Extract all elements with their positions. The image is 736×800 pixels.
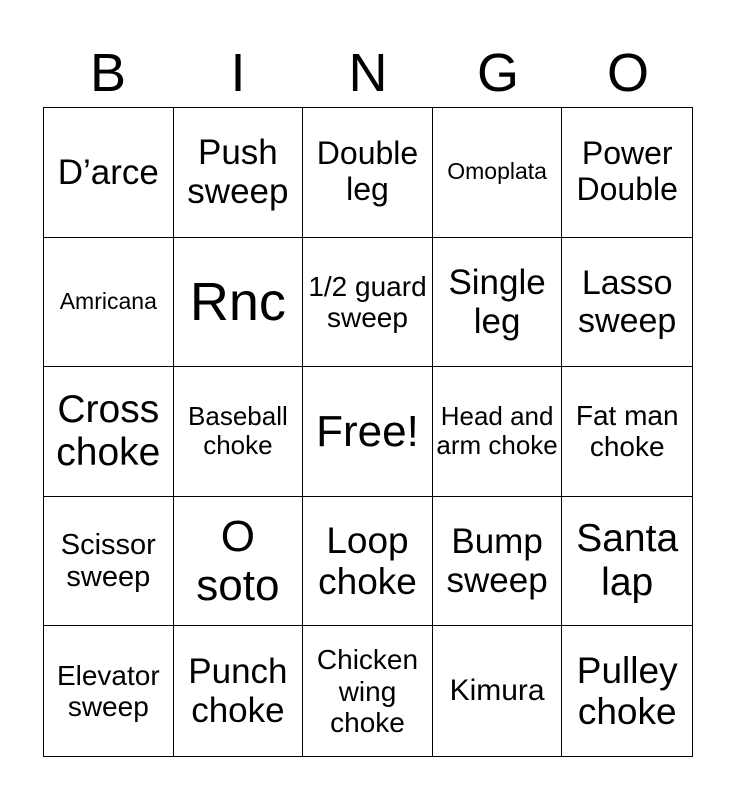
cell-text: Elevator sweep [56, 659, 160, 723]
bingo-cell[interactable] [433, 238, 563, 368]
cell-text: Amricana [59, 288, 157, 315]
cell-text: Chicken wing choke [316, 644, 419, 738]
bingo-board [43, 107, 693, 757]
cell-text: Scissor sweep [60, 528, 156, 594]
bingo-cell[interactable] [174, 108, 304, 238]
cell-text: Head and arm choke [436, 401, 558, 461]
bingo-cell[interactable] [174, 238, 304, 368]
cell-text: Single leg [448, 262, 546, 341]
bingo-cell[interactable] [433, 108, 563, 238]
cell-text: Omoplata [447, 158, 547, 185]
bingo-cell[interactable] [44, 108, 174, 238]
cell-text: Punch choke [188, 652, 288, 731]
cell-text: Lasso sweep [578, 263, 677, 340]
header-letter-g: G [476, 43, 519, 103]
bingo-cell[interactable] [44, 626, 174, 756]
cell-text: Cross choke [56, 387, 161, 475]
bingo-cell[interactable] [562, 497, 692, 627]
bingo-cell[interactable] [562, 367, 692, 497]
bingo-header [43, 42, 693, 104]
cell-text: Kimura [449, 674, 545, 708]
bingo-cell[interactable] [562, 238, 692, 368]
cell-text: Loop choke [318, 519, 417, 603]
bingo-cell[interactable] [303, 238, 433, 368]
bingo-cell[interactable] [303, 497, 433, 627]
cell-text: Power Double [576, 135, 678, 208]
bingo-cell[interactable] [433, 626, 563, 756]
bingo-cell[interactable] [174, 626, 304, 756]
bingo-cell[interactable] [433, 497, 563, 627]
bingo-cell[interactable] [303, 626, 433, 756]
bingo-cell[interactable] [44, 497, 174, 627]
bingo-cell[interactable] [44, 367, 174, 497]
cell-text: 1/2 guard sweep [308, 270, 427, 333]
cell-text: Free! [316, 406, 419, 456]
bingo-cell[interactable] [303, 108, 433, 238]
bingo-cell[interactable] [174, 367, 304, 497]
cell-text: Fat man choke [575, 400, 679, 463]
header-letter-n: N [348, 43, 388, 103]
bingo-cell[interactable] [174, 497, 304, 627]
cell-text: Santa lap [576, 517, 679, 605]
header-letter-b: B [89, 43, 127, 103]
cell-text: O soto [196, 511, 280, 611]
bingo-cell[interactable] [433, 367, 563, 497]
cell-text: Push sweep [187, 133, 289, 212]
free-space[interactable] [303, 367, 433, 497]
cell-text: Rnc [189, 271, 286, 332]
header-letter-i: I [230, 43, 246, 103]
cell-text: Bump sweep [446, 521, 548, 601]
cell-text: Pulley choke [576, 649, 678, 733]
bingo-cell[interactable] [562, 108, 692, 238]
header-letter-o: O [606, 43, 649, 103]
cell-text: Baseball choke [188, 401, 288, 461]
cell-text: D’arce [57, 152, 159, 192]
bingo-cell[interactable] [44, 238, 174, 368]
bingo-cell[interactable] [562, 626, 692, 756]
cell-text: Double leg [316, 135, 419, 208]
